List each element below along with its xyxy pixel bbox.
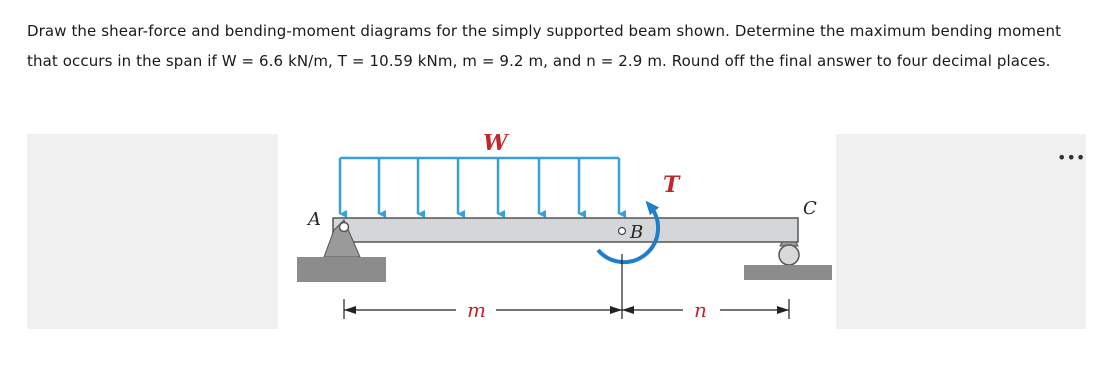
question-text: Draw the shear-force and bending-moment diagrams for the simply supported beam shown. Determine the maximum bending moment that occurs in the span if W = 6.6 kN/m, T = 10.59 kNm, m = 9.2 m, and n = 2.9 m. Round off the final answer to four decimal places. bbox=[27, 22, 1062, 70]
more-options-button[interactable]: ••• bbox=[1057, 148, 1086, 167]
point-label-A: A bbox=[308, 209, 321, 230]
image-panel-right bbox=[836, 134, 1086, 329]
load-label-W: W bbox=[483, 134, 508, 156]
dimension-lines bbox=[344, 254, 789, 319]
image-panel-left bbox=[27, 134, 278, 329]
beam bbox=[333, 218, 798, 242]
point-label-B: B bbox=[630, 222, 644, 243]
point-label-C: C bbox=[803, 198, 817, 219]
point-B-marker bbox=[619, 228, 626, 235]
roller-support-C bbox=[744, 242, 832, 280]
beam-figure bbox=[278, 134, 836, 334]
moment-label-T: T bbox=[663, 172, 680, 198]
dimension-label-n: n bbox=[694, 298, 707, 322]
beam-diagram bbox=[278, 134, 836, 334]
dimension-label-m: m bbox=[467, 298, 486, 322]
distributed-load bbox=[340, 158, 619, 214]
